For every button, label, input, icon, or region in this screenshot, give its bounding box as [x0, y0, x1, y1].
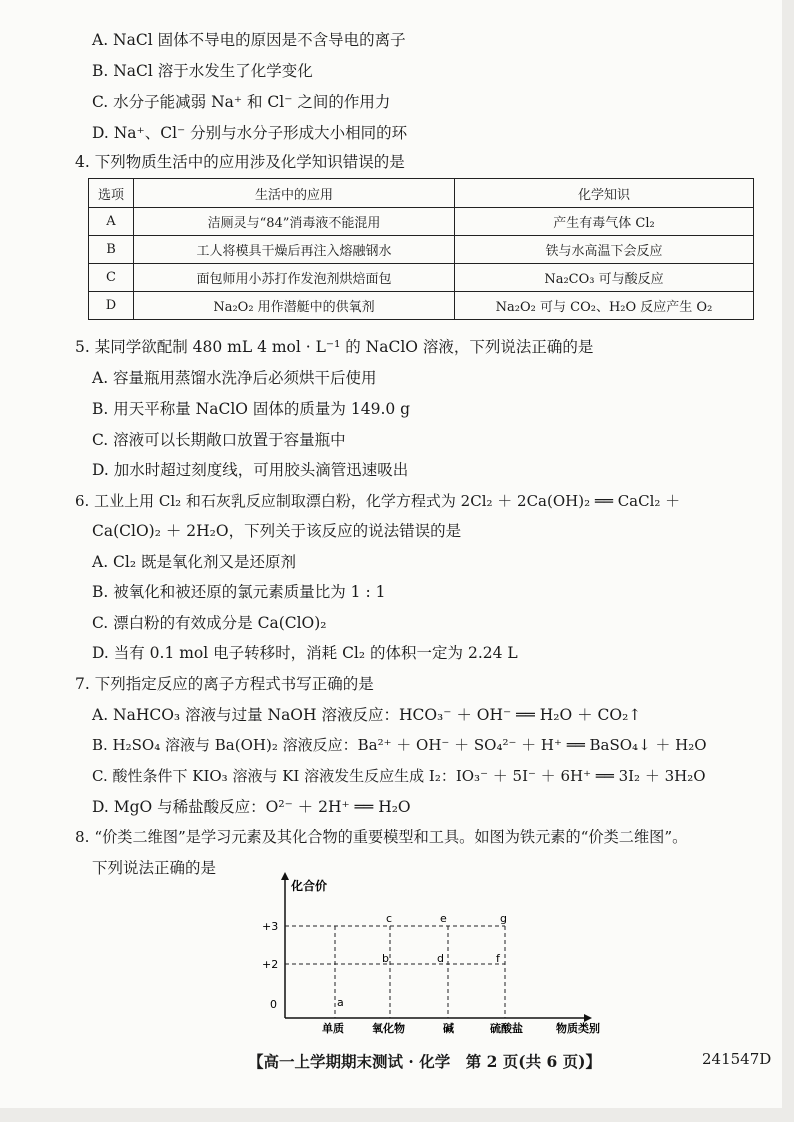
- y-tick-label: +2: [262, 958, 279, 971]
- x-tick-label: 硫酸盐: [490, 1022, 523, 1035]
- table-row: [89, 236, 754, 264]
- q6-option-c: C. 漂白粉的有效成分是 Ca(ClO)₂: [92, 614, 327, 632]
- q3-option-a: A. NaCl 固体不导电的原因是不含导电的离子: [92, 31, 406, 49]
- table-cell: A: [89, 208, 134, 236]
- valence-class-diagram: [240, 870, 620, 1040]
- table-cell: C: [89, 264, 134, 292]
- q7-option-a: A. NaHCO₃ 溶液与过量 NaOH 溶液反应：HCO₃⁻ ＋ OH⁻ ══ H₂O ＋ CO₂↑: [92, 706, 642, 724]
- table-row: [89, 292, 754, 320]
- q6-option-d: D. 当有 0.1 mol 电子转移时，消耗 Cl₂ 的体积一定为 2.24 L: [92, 644, 518, 662]
- point-label-a: a: [337, 996, 344, 1009]
- y-axis-arrow-icon: [281, 872, 289, 880]
- x-tick-label: 氧化物: [372, 1022, 405, 1035]
- table-header: 选项: [89, 179, 134, 208]
- y-tick-label: +3: [262, 920, 279, 933]
- q4-table: [88, 178, 754, 320]
- table-header-row: [89, 179, 754, 208]
- table-cell: B: [89, 236, 134, 264]
- q8-stem-line1: 8. “价类二维图”是学习元素及其化合物的重要模型和工具。如图为铁元素的“价类二维图”。: [75, 828, 688, 846]
- table-row: [89, 208, 754, 236]
- point-label-d: d: [437, 952, 444, 965]
- q6-stem-line2: Ca(ClO)₂ ＋ 2H₂O，下列关于该反应的说法错误的是: [92, 522, 462, 540]
- table-cell: 产生有毒气体 Cl₂: [455, 208, 754, 236]
- point-label-g: g: [500, 912, 507, 925]
- x-axis-title: 物质类别: [556, 1022, 600, 1035]
- dashed-grid: [285, 926, 505, 1018]
- x-axis-arrow-icon: [584, 1014, 592, 1022]
- q3-option-d: D. Na⁺、Cl⁻ 分别与水分子形成大小相同的环: [92, 124, 408, 142]
- point-label-e: e: [440, 912, 447, 925]
- q3-option-b: B. NaCl 溶于水发生了化学变化: [92, 62, 313, 80]
- q5-stem: 5. 某同学欲配制 480 mL 4 mol · L⁻¹ 的 NaClO 溶液，下列说法正确的是: [75, 338, 594, 356]
- q5-option-b: B. 用天平称量 NaClO 固体的质量为 149.0 g: [92, 400, 411, 418]
- q6-option-b: B. 被氧化和被还原的氯元素质量比为 1 : 1: [92, 583, 386, 601]
- point-label-c: c: [386, 912, 393, 925]
- q5-option-d: D. 加水时超过刻度线，可用胶头滴管迅速吸出: [92, 461, 409, 479]
- q8-stem-line2: 下列说法正确的是: [92, 859, 217, 877]
- q5-option-a: A. 容量瓶用蒸馏水洗净后必须烘干后使用: [92, 369, 377, 387]
- q7-option-b: B. H₂SO₄ 溶液与 Ba(OH)₂ 溶液反应：Ba²⁺ ＋ OH⁻ ＋ SO₄²⁻ ＋ H⁺ ══ BaSO₄↓ ＋ H₂O: [92, 736, 707, 754]
- q3-option-c: C. 水分子能减弱 Na⁺ 和 Cl⁻ 之间的作用力: [92, 93, 391, 111]
- x-tick-label: 碱: [443, 1022, 454, 1035]
- table-cell: Na₂O₂ 可与 CO₂、H₂O 反应产生 O₂: [455, 292, 754, 320]
- table-cell: 铁与水高温下会反应: [455, 236, 754, 264]
- q6-stem-line1: 6. 工业上用 Cl₂ 和石灰乳反应制取漂白粉，化学方程式为 2Cl₂ ＋ 2Ca(OH)₂ ══ CaCl₂ ＋: [75, 492, 681, 510]
- table-row: [89, 264, 754, 292]
- q4-stem: 4. 下列物质生活中的应用涉及化学知识错误的是: [75, 153, 405, 171]
- point-label-f: f: [496, 952, 500, 965]
- table-cell: D: [89, 292, 134, 320]
- q7-option-c: C. 酸性条件下 KIO₃ 溶液与 KI 溶液发生反应生成 I₂：IO₃⁻ ＋ 5I⁻ ＋ 6H⁺ ══ 3I₂ ＋ 3H₂O: [92, 767, 706, 785]
- table-cell: 洁厕灵与“84”消毒液不能混用: [134, 208, 455, 236]
- table-cell: Na₂CO₃ 可与酸反应: [455, 264, 754, 292]
- table-cell: Na₂O₂ 用作潜艇中的供氧剂: [134, 292, 455, 320]
- x-tick-label: 单质: [322, 1022, 344, 1035]
- page-footer: 【高一上学期期末测试 · 化学 第 2 页(共 6 页)】: [248, 1052, 602, 1071]
- y-axis-title: 化合价: [291, 879, 328, 893]
- table-cell: 面包师用小苏打作发泡剂烘焙面包: [134, 264, 455, 292]
- q5-option-c: C. 溶液可以长期敞口放置于容量瓶中: [92, 431, 346, 449]
- q6-option-a: A. Cl₂ 既是氧化剂又是还原剂: [92, 553, 297, 571]
- table-cell: 工人将模具干燥后再注入熔融钢水: [134, 236, 455, 264]
- q7-stem: 7. 下列指定反应的离子方程式书写正确的是: [75, 675, 374, 693]
- table-header: 化学知识: [455, 179, 754, 208]
- y-tick-label: 0: [270, 998, 277, 1011]
- point-label-b: b: [382, 952, 389, 965]
- q7-option-d: D. MgO 与稀盐酸反应：O²⁻ ＋ 2H⁺ ══ H₂O: [92, 798, 411, 816]
- paper-code: 241547D: [702, 1050, 772, 1068]
- table-header: 生活中的应用: [134, 179, 455, 208]
